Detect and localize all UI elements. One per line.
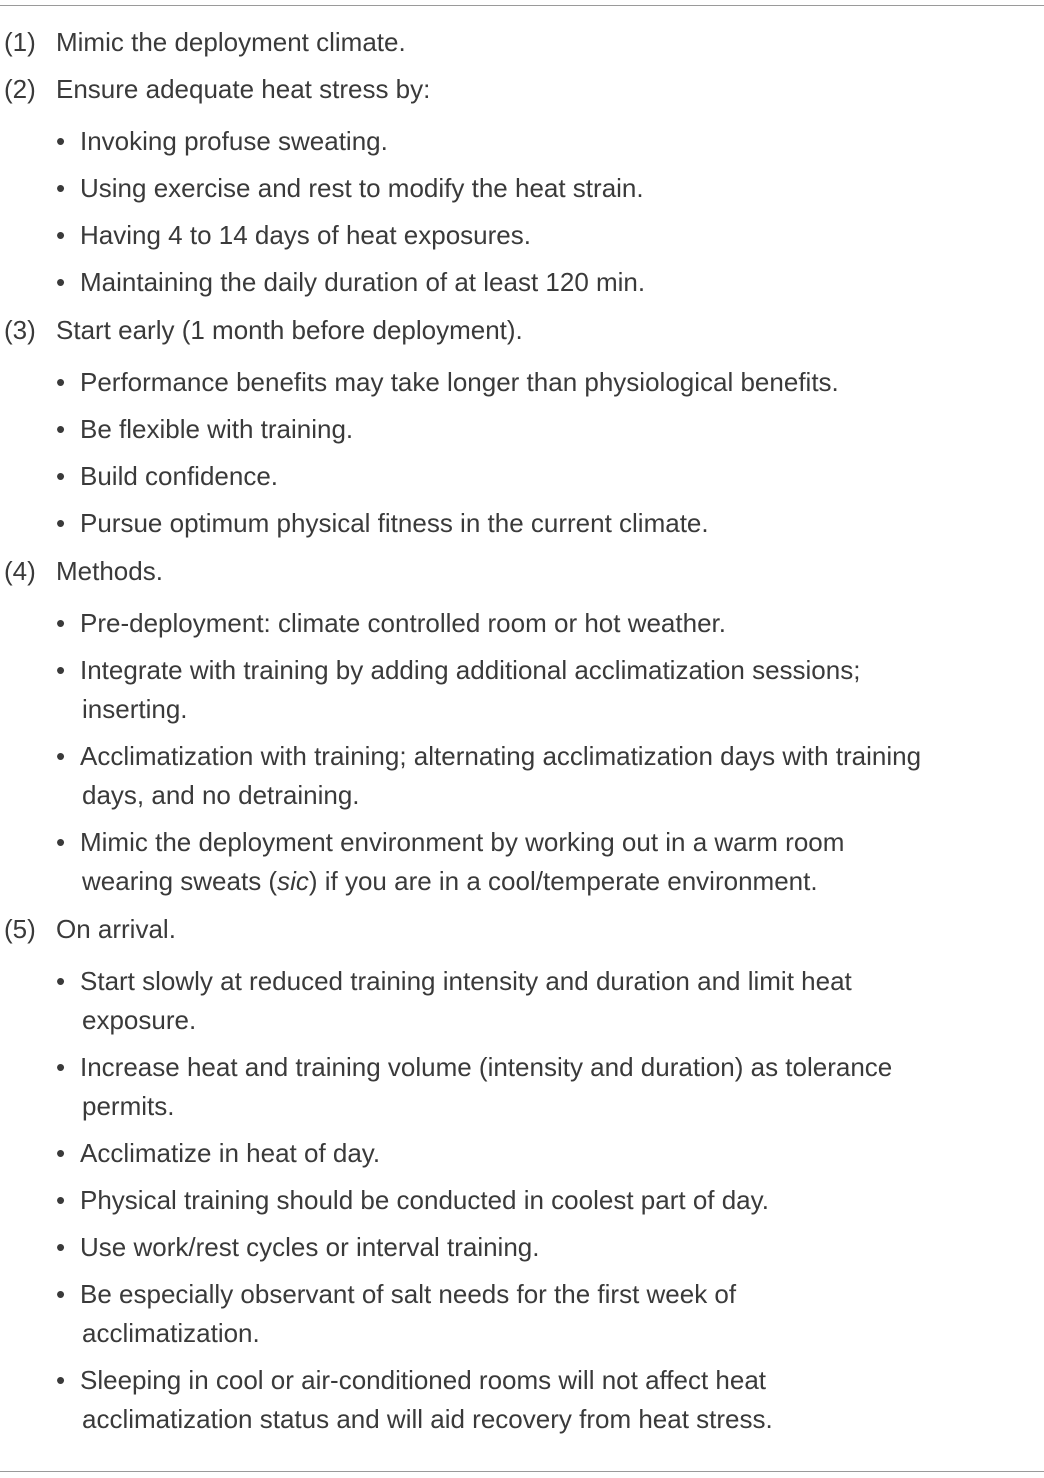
bullet-dot-icon: • bbox=[56, 655, 66, 685]
section-heading bbox=[0, 909, 1044, 956]
bullet-text: Acclimatize in heat of day. bbox=[80, 1138, 381, 1168]
bullet-dot-icon: • bbox=[56, 1185, 66, 1215]
bullet-text-continued: inserting. bbox=[82, 694, 188, 724]
bullet-dot-icon: • bbox=[56, 367, 66, 397]
bullet-text: Invoking profuse sweating. bbox=[80, 126, 388, 156]
list-item bbox=[0, 1048, 1044, 1126]
section-title: Start early (1 month before deployment). bbox=[56, 315, 523, 345]
section-number: (2) bbox=[4, 74, 36, 104]
list-item bbox=[0, 823, 1044, 901]
bullet-text: Sleeping in cool or air-conditioned rooms will not affect heat bbox=[80, 1365, 767, 1395]
bullet-text-continued: acclimatization. bbox=[82, 1318, 260, 1348]
section-4 bbox=[0, 551, 1044, 901]
list-item bbox=[0, 604, 1044, 643]
bullet-dot-icon: • bbox=[56, 827, 66, 857]
list-item bbox=[0, 1134, 1044, 1173]
list-item bbox=[0, 737, 1044, 815]
bullet-text: Using exercise and rest to modify the heat strain. bbox=[80, 173, 644, 203]
section-number: (4) bbox=[4, 556, 36, 586]
bullet-dot-icon: • bbox=[56, 461, 66, 491]
bullet-text: Be flexible with training. bbox=[80, 414, 354, 444]
bullet-dot-icon: • bbox=[56, 173, 66, 203]
bullet-dot-icon: • bbox=[56, 741, 66, 771]
section-number: (5) bbox=[4, 914, 36, 944]
list-item bbox=[0, 457, 1044, 496]
bullet-dot-icon: • bbox=[56, 267, 66, 297]
section-number: (1) bbox=[4, 27, 36, 57]
bullet-text: Physical training should be conducted in coolest part of day. bbox=[80, 1185, 769, 1215]
bullet-text: Be especially observant of salt needs for the first week of bbox=[80, 1279, 737, 1309]
section-2 bbox=[0, 69, 1044, 302]
section-3 bbox=[0, 310, 1044, 543]
bullet-text: Mimic the deployment environment by working out in a warm room bbox=[80, 827, 845, 857]
bullet-dot-icon: • bbox=[56, 1279, 66, 1309]
list-item bbox=[0, 169, 1044, 208]
bullet-text: Maintaining the daily duration of at least 120 min. bbox=[80, 267, 646, 297]
bullet-dot-icon: • bbox=[56, 1365, 66, 1395]
list-item bbox=[0, 1275, 1044, 1353]
bullet-dot-icon: • bbox=[56, 508, 66, 538]
bullet-dot-icon: • bbox=[56, 1232, 66, 1262]
list-item bbox=[0, 1361, 1044, 1439]
bullet-text: Increase heat and training volume (intensity and duration) as tolerance bbox=[80, 1052, 893, 1082]
section-title: On arrival. bbox=[56, 914, 176, 944]
list-item bbox=[0, 1181, 1044, 1220]
list-item bbox=[0, 410, 1044, 449]
section-heading bbox=[0, 310, 1044, 357]
bullet-list bbox=[0, 116, 1044, 302]
bullet-text: Use work/rest cycles or interval training. bbox=[80, 1232, 540, 1262]
list-item bbox=[0, 216, 1044, 255]
list-item bbox=[0, 651, 1044, 729]
bullet-text: Start slowly at reduced training intensity and duration and limit heat bbox=[80, 966, 852, 996]
section-title: Mimic the deployment climate. bbox=[56, 27, 406, 57]
list-item bbox=[0, 962, 1044, 1040]
bullet-text: Acclimatization with training; alternating acclimatization days with training bbox=[80, 741, 922, 771]
list-item bbox=[0, 263, 1044, 302]
section-heading bbox=[0, 551, 1044, 598]
section-heading bbox=[0, 22, 1044, 69]
bullet-dot-icon: • bbox=[56, 966, 66, 996]
bullet-dot-icon: • bbox=[56, 1138, 66, 1168]
bullet-text-continued: days, and no detraining. bbox=[82, 780, 360, 810]
bullet-dot-icon: • bbox=[56, 608, 66, 638]
bullet-dot-icon: • bbox=[56, 1052, 66, 1082]
list-item bbox=[0, 122, 1044, 161]
sic-emphasis: sic bbox=[277, 866, 309, 896]
bullet-text: Having 4 to 14 days of heat exposures. bbox=[80, 220, 531, 250]
bullet-text: Build confidence. bbox=[80, 461, 279, 491]
bullet-list bbox=[0, 357, 1044, 543]
section-5 bbox=[0, 909, 1044, 1439]
list-item bbox=[0, 504, 1044, 543]
section-number: (3) bbox=[4, 315, 36, 345]
bullet-text: Pursue optimum physical fitness in the current climate. bbox=[80, 508, 709, 538]
section-1 bbox=[0, 22, 1044, 69]
bullet-text-continued: acclimatization status and will aid recovery from heat stress. bbox=[82, 1404, 773, 1434]
section-title: Ensure adequate heat stress by: bbox=[56, 74, 431, 104]
bullet-text: Pre-deployment: climate controlled room or hot weather. bbox=[80, 608, 726, 638]
bullet-text-continued: permits. bbox=[82, 1091, 175, 1121]
bullet-list bbox=[0, 956, 1044, 1439]
bullet-text-continued: exposure. bbox=[82, 1005, 197, 1035]
bullet-dot-icon: • bbox=[56, 126, 66, 156]
section-title: Methods. bbox=[56, 556, 163, 586]
list-item bbox=[0, 1228, 1044, 1267]
bullet-dot-icon: • bbox=[56, 220, 66, 250]
bullet-dot-icon: • bbox=[56, 414, 66, 444]
guidelines-list bbox=[0, 22, 1044, 1447]
bullet-text: Performance benefits may take longer than physiological benefits. bbox=[80, 367, 839, 397]
bullet-list bbox=[0, 598, 1044, 901]
bullet-text-continued: wearing sweats (sic) if you are in a cool/temperate environment. bbox=[82, 866, 818, 896]
bottom-rule bbox=[0, 1471, 1044, 1472]
section-heading bbox=[0, 69, 1044, 116]
list-item bbox=[0, 363, 1044, 402]
bullet-text: Integrate with training by adding additional acclimatization sessions; bbox=[80, 655, 861, 685]
top-rule bbox=[0, 5, 1044, 6]
